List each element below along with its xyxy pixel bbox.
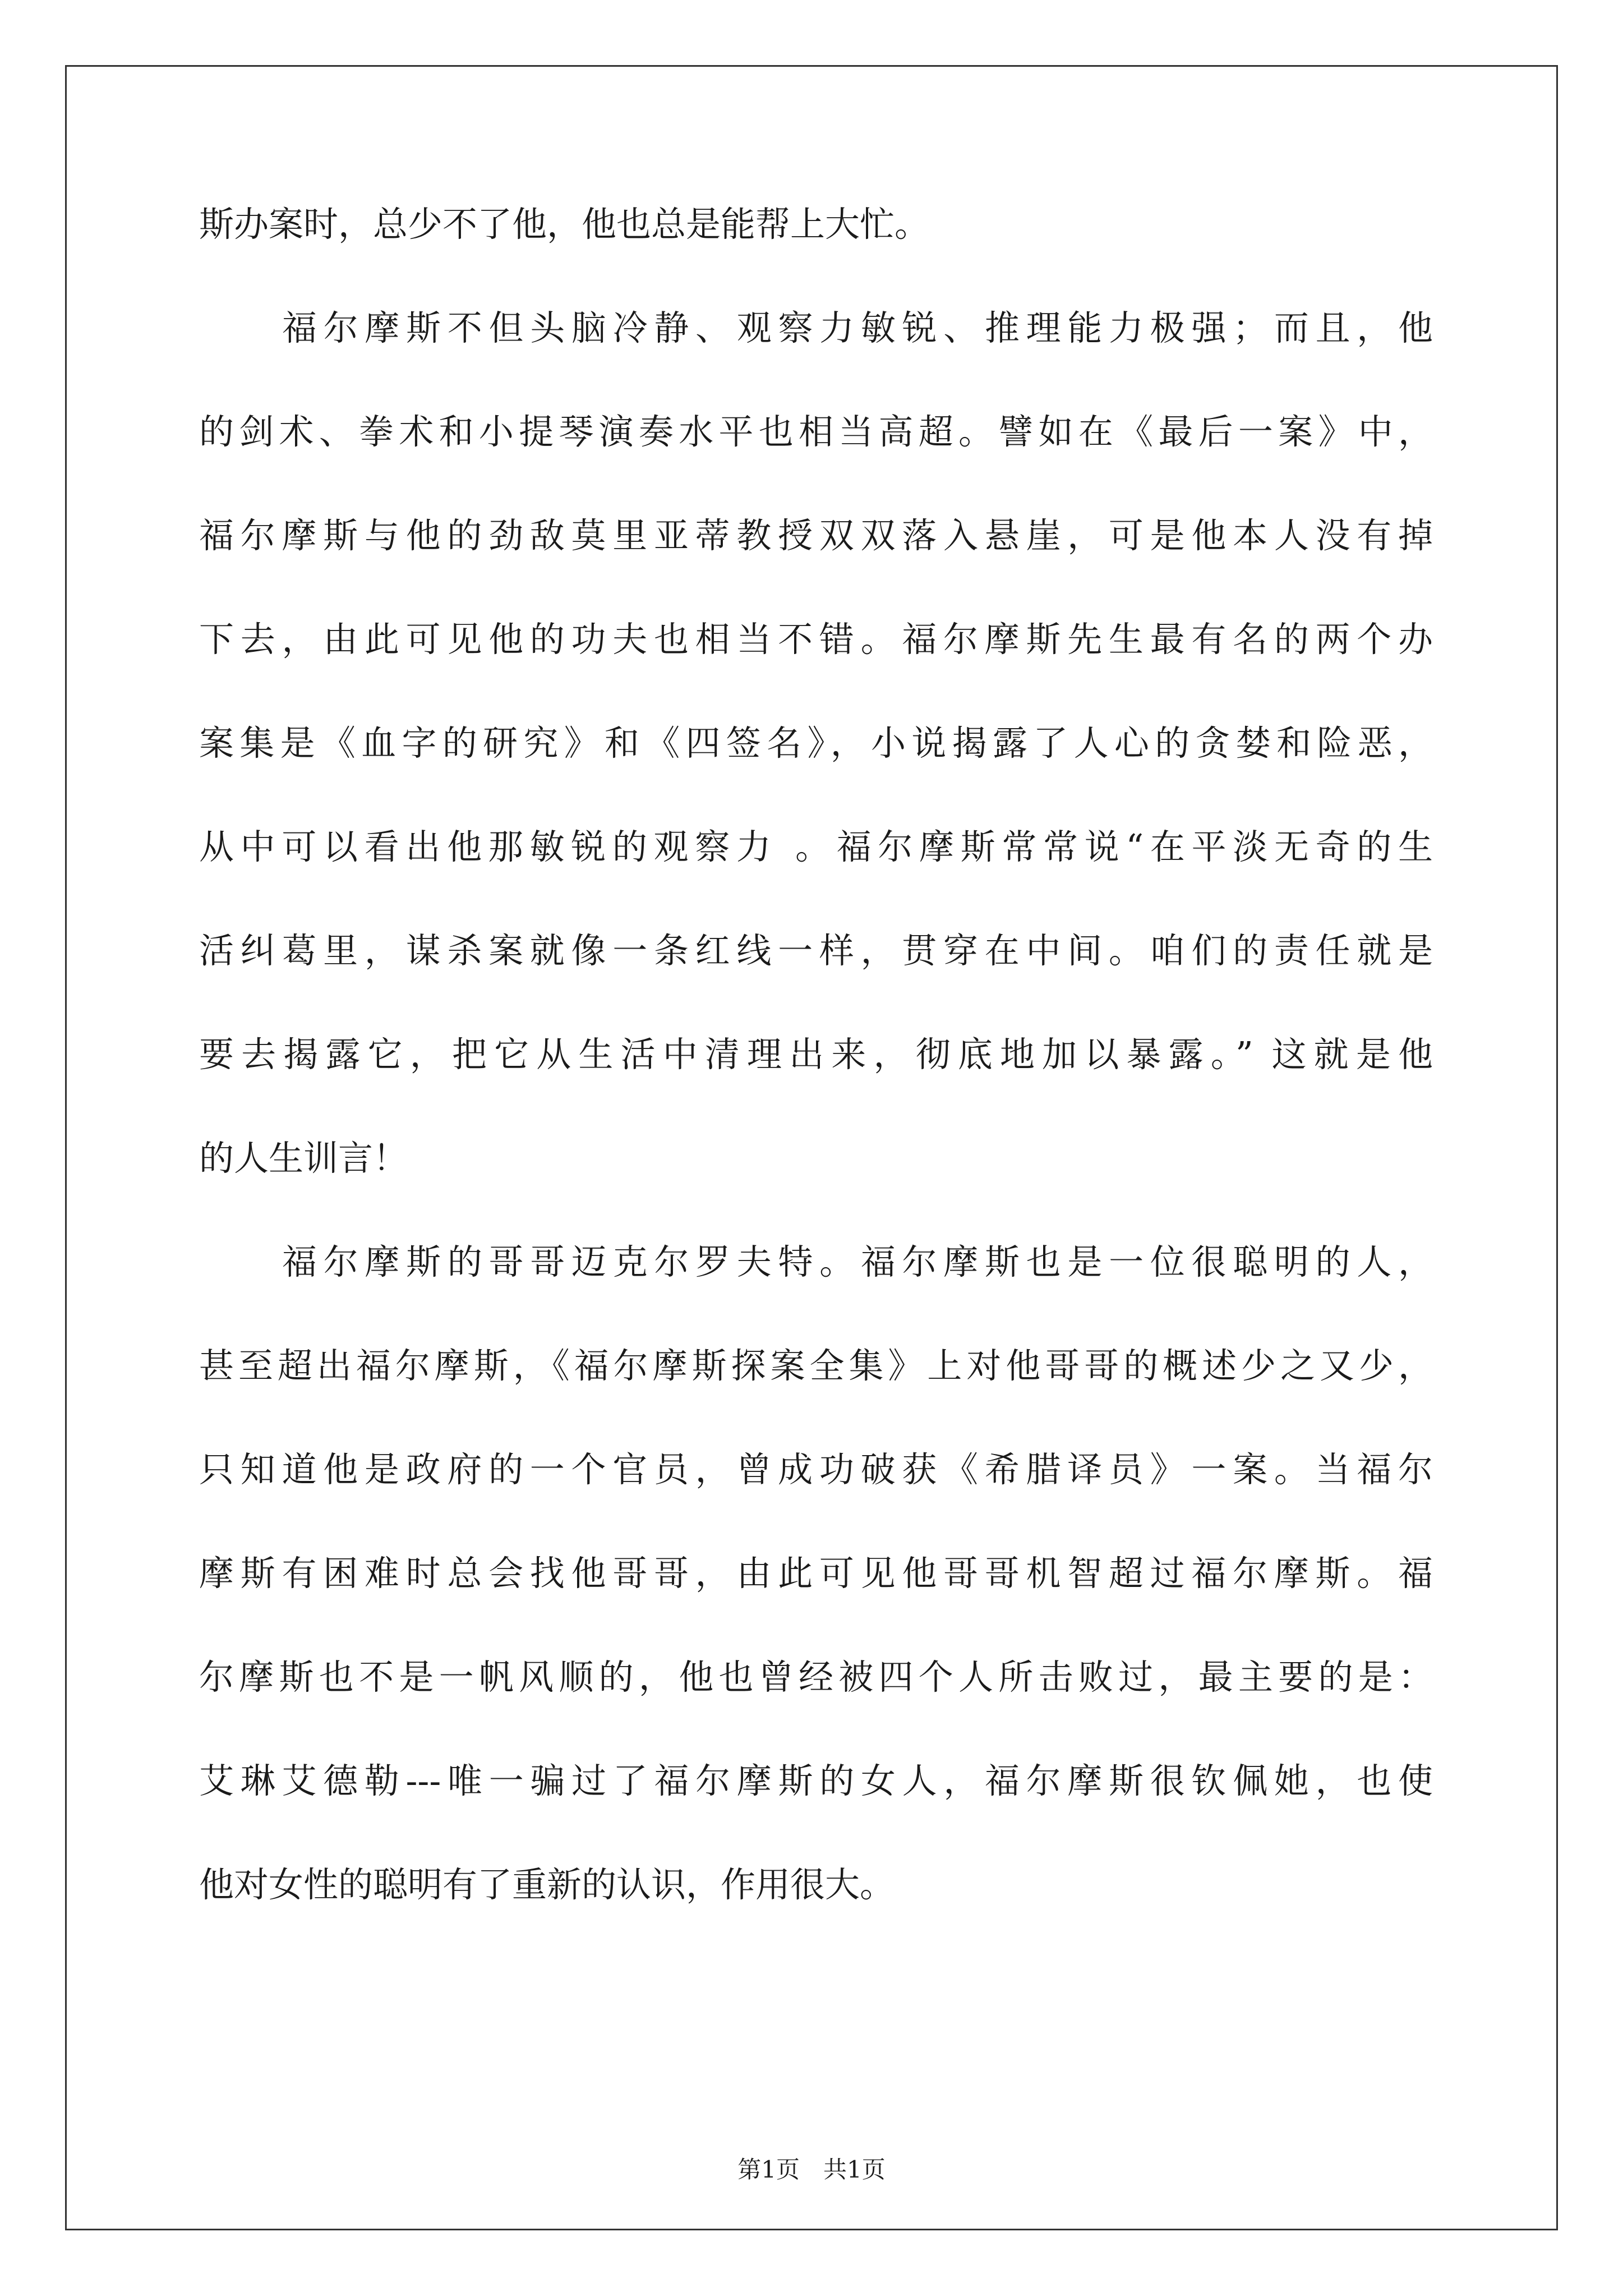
text-line: 的人生训言！ <box>199 1138 408 1179</box>
text-line: 案集是《血字的研究》和《四签名》，小说揭露了人心的贪婪和险恶， <box>199 723 1433 763</box>
text-line: 福尔摩斯不但头脑冷静、观察力敏锐、推理能力极强；而且，他 <box>282 307 1433 348</box>
text-line: 只知道他是政府的一个官员，曾成功破获《希腊译员》一案。当福尔 <box>199 1449 1433 1490</box>
text-line: 甚至超出福尔摩斯，《福尔摩斯探案全集》上对他哥哥的概述少之又少， <box>199 1345 1433 1386</box>
text-line: 摩斯有困难时总会找他哥哥，由此可见他哥哥机智超过福尔摩斯。福 <box>199 1553 1433 1594</box>
text-line: 斯办案时，总少不了他，他也总是能帮上大忙。 <box>199 204 930 245</box>
text-line: 尔摩斯也不是一帆风顺的，他也曾经被四个人所击败过，最主要的是： <box>199 1657 1433 1697</box>
text-line: 福尔摩斯与他的劲敌莫里亚蒂教授双双落入悬崖，可是他本人没有掉 <box>199 515 1433 556</box>
page-number-footer: 第1页 共1页 <box>737 2156 886 2183</box>
text-line: 的剑术、拳术和小提琴演奏水平也相当高超。譬如在《最后一案》中， <box>199 411 1433 452</box>
text-line: 他对女性的聪明有了重新的认识，作用很大。 <box>199 1864 895 1905</box>
text-line: 福尔摩斯的哥哥迈克尔罗夫特。福尔摩斯也是一位很聪明的人， <box>282 1241 1433 1282</box>
text-line: 从中可以看出他那敏锐的观察力 。福尔摩斯常常说“在平淡无奇的生 <box>199 826 1433 867</box>
text-line: 活纠葛里，谋杀案就像一条红线一样，贯穿在中间。咱们的责任就是 <box>199 930 1433 971</box>
text-line: 要去揭露它，把它从生活中清理出来，彻底地加以暴露。” 这就是他 <box>199 1034 1433 1075</box>
text-line: 艾琳艾德勒---唯一骗过了福尔摩斯的女人，福尔摩斯很钦佩她，也使 <box>199 1760 1433 1801</box>
text-line: 下去，由此可见他的功夫也相当不错。福尔摩斯先生最有名的两个办 <box>199 619 1433 660</box>
